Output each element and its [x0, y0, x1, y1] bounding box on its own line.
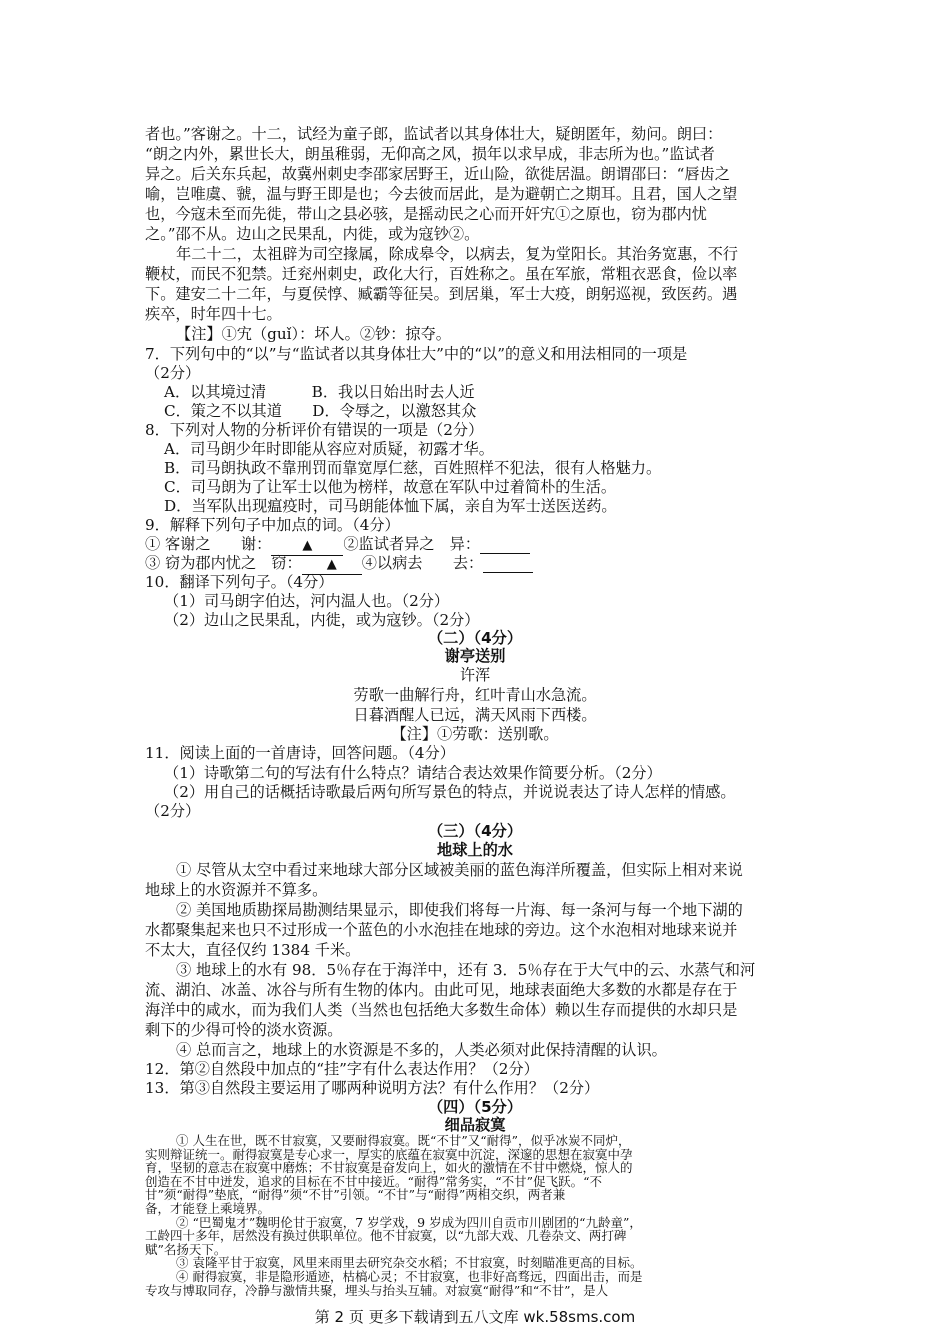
q10-item: （2）边山之民果乱，内徙，或为寇钞。（2分）: [164, 611, 480, 629]
poem-author: 许浑: [459, 666, 491, 684]
section4-line: 赋”名扬天下。: [145, 1241, 227, 1257]
section3-line: ④ 总而言之，地球上的水资源是不多的，人类必须对此保持清醒的认识。: [176, 1041, 667, 1059]
poem-note: 【注】①劳歌：送别歌。: [391, 725, 559, 743]
section3-line: 流、湖泊、冰盖、冰谷与所有生物的体内。由此可见，地球表面绝大多数的水都是存在于: [145, 981, 738, 999]
section2-heading: （二）（4分）: [427, 629, 523, 647]
q8-option: C．司马朗为了让军士以他为榜样，故意在军队中过着简朴的生活。: [164, 478, 617, 496]
section4-line: ① 人生在世，既不甘寂寞，又要耐得寂寞。既“不甘”又“耐得”，似乎冰炭不同炉，: [176, 1133, 631, 1148]
q7-stem: 7．下列句中的“以”与“监试者以其身体壮大”中的“以”的意义和用法相同的一项是: [145, 345, 688, 363]
q9-item-3: ③ 窃为郡内忧之 窃：: [145, 554, 302, 572]
q11-item: （2）用自己的话概括诗歌最后两句所写景色的特点，并说说表达了诗人怎样的情感。: [164, 783, 736, 801]
q8-option: B．司马朗执政不靠刑罚而靠宽厚仁慈，百姓照样不犯法，很有人格魅力。: [164, 459, 662, 477]
section4-line: ④ 耐得寂寞，非是隐形遁迹，枯槁心灵；不甘寂寞，也非好高骛远，四面出击，而是: [176, 1269, 643, 1284]
passage-line: 下。建安二十二年，与夏侯惇、臧霸等征吴。到居巢，军士大疫，朗躬巡视，致医药。遇: [145, 285, 738, 303]
section4-line: 创造在不甘中迸发，追求的目标在不甘中接近。“耐得”常务实，“不甘”促飞跃。“不: [145, 1173, 602, 1189]
passage-line: 鞭杖，而民不犯禁。迁兖州刺史，政化大行，百姓称之。虽在军旅，常粗衣恶食，俭以率: [145, 265, 738, 283]
q7-score: （2分）: [145, 364, 201, 382]
q9-answer-blank-3[interactable]: ▲: [302, 556, 362, 575]
q11-item: （1）诗歌第二句的写法有什么特点？请结合表达效果作简要分析。（2分）: [164, 764, 662, 782]
q9-answer-blank-1[interactable]: ▲: [271, 537, 343, 556]
section3-heading: （三）（4分）: [427, 822, 523, 840]
passage-line: 疾卒，时年四十七。: [145, 305, 282, 323]
section3-line: ② 美国地质勘探局勘测结果显示，即使我们将每一片海、每一条河与每一个地下湖的: [176, 901, 743, 919]
q8-option: A．司马朗少年时即能从容应对质疑，初露才华。: [164, 440, 494, 458]
q9-item-4: ④以病去 去：: [361, 554, 484, 572]
q12-stem: 12．第②自然段中加点的“挂”字有什么表达作用？（2分）: [145, 1060, 539, 1078]
section4-line: ③ 袁隆平甘于寂寞，风里来雨里去研究杂交水稻；不甘寂寞，时刻瞄准更高的目标。: [176, 1255, 643, 1271]
poem-title: 谢亭送别: [444, 647, 506, 665]
passage-line: 之。”邵不从。边山之民果乱，内徙，或为寇钞②。: [145, 225, 480, 243]
section3-line: 海洋中的咸水，而为我们人类（当然也包括绝大多数生命体）赖以生存而提供的水却只是: [145, 1001, 738, 1019]
q9-answer-blank-2[interactable]: [480, 535, 530, 554]
section3-line: 水都聚集起来也只不过形成一个蓝色的小水泡挂在地球的旁边。这个水泡相对地球来说并: [145, 921, 738, 939]
passage-line: 年二十二，太祖辟为司空掾属，除成皋令，以病去，复为堂阳长。其治务宽惠，不行: [176, 245, 738, 263]
q11-item-score: （2分）: [145, 802, 201, 820]
q8-option: D．当军队出现瘟疫时，司马朗能体恤下属，亲自为军士送医送药。: [164, 497, 617, 515]
section4-heading: （四）（5分）: [427, 1098, 523, 1116]
section4-line: 实则辩证统一。耐得寂寞是专心求一，厚实的底蕴在寂寞中沉淀，深邃的思想在寂寞中孕: [145, 1146, 633, 1162]
q9-answer-blank-4[interactable]: [483, 554, 533, 573]
section4-line: 专攻与博取同存，冷静与激情共聚，埋头与抬头互辅。对寂寞“耐得”和“不甘”，是人: [145, 1282, 609, 1298]
q9-stem: 9．解释下列句子中加点的词。（4分）: [145, 516, 400, 534]
section4-title: 细品寂寞: [444, 1116, 506, 1134]
section3-line: 不太大，直径仅约 1384 千米。: [145, 941, 361, 959]
section3-line: ③ 地球上的水有 98．5％存在于海洋中，还有 3．5％存在于大气中的云、水蒸气和河: [176, 961, 756, 979]
q10-item: （1）司马朗字伯达，河内温人也。（2分）: [164, 592, 450, 610]
q13-stem: 13．第③自然段主要运用了哪两种说明方法？有什么作用？（2分）: [145, 1079, 600, 1097]
section3-line: 地球上的水资源并不算多。: [145, 881, 328, 899]
passage-note: 【注】①宄（guǐ）：坏人。②钞：掠夺。: [176, 325, 451, 343]
section4-line: 备，才能登上乘境界。: [145, 1201, 271, 1216]
q9-item-1: ① 客谢之 谢：: [145, 535, 272, 553]
section3-line: 剩下的少得可怜的淡水资源。: [145, 1021, 343, 1039]
passage-line: 者也。”客谢之。十二，试经为童子郎，监试者以其身体壮大，疑朗匿年，劾问。朗曰：: [145, 125, 723, 143]
passage-line: 异之。后关东兵起，故冀州刺史李邵家居野王，近山险，欲徙居温。朗谓邵曰：“唇齿之: [145, 165, 730, 183]
q9-row-2: [145, 554, 533, 575]
section4-line: ② “巴蜀鬼才”魏明伦甘于寂寞，7 岁学戏，9 岁成为四川自贡市川剧团的“九龄童”，: [176, 1214, 642, 1230]
page-footer: 第 2 页 更多下载请到五八文库 wk.58sms.com: [314, 1308, 636, 1326]
passage-line: “朗之内外，累世长大，朗虽稚弱，无仰高之风，损年以求早成，非志所为也。”监试者: [145, 145, 715, 163]
section4-line: 工龄四十多年，居然没有换过供职单位。他不甘寂寞，以“九部大戏、几卷杂文、两打碑: [145, 1228, 627, 1244]
q9-item-2: ②监试者异之 异：: [343, 535, 481, 553]
q9-row-1: [145, 535, 530, 556]
q8-stem: 8．下列对人物的分析评价有错误的一项是（2分）: [145, 421, 484, 439]
section4-line: 育，坚韧的意志在寂寞中磨炼；不甘寂寞是奋发向上，如火的激情在不甘中燃烧，惊人的: [145, 1160, 633, 1176]
q7-option-row: A．以其境过清 B．我以日始出时去人近: [164, 383, 475, 401]
q10-stem: 10．翻译下列句子。（4分）: [145, 573, 334, 591]
passage-line: 喻，岂唯虞、虢，温与野王即是也；今去彼而居此，是为避朝亡之期耳。且君，国人之望: [145, 185, 738, 203]
poem-line: 劳歌一曲解行舟，红叶青山水急流。: [353, 686, 597, 704]
poem-line: 日暮酒醒人已远，满天风雨下西楼。: [353, 706, 597, 724]
passage-line: 也，今寇未至而先徙，带山之县必骇，是摇动民之心而开奸宄①之原也，窃为郡内忧: [145, 205, 707, 223]
section3-title: 地球上的水: [437, 841, 513, 859]
q11-stem: 11．阅读上面的一首唐诗，回答问题。（4分）: [145, 744, 455, 762]
q7-option-row: C．策之不以其道 D．令辱之，以激怒其众: [164, 402, 477, 420]
section4-line: 甘”须“耐得”垫底，“耐得”须“不甘”引领。“不甘”与“耐得”两相交织，两者兼: [145, 1187, 566, 1203]
section3-line: ① 尽管从太空中看过来地球大部分区域被美丽的蓝色海洋所覆盖，但实际上相对来说: [176, 861, 743, 879]
